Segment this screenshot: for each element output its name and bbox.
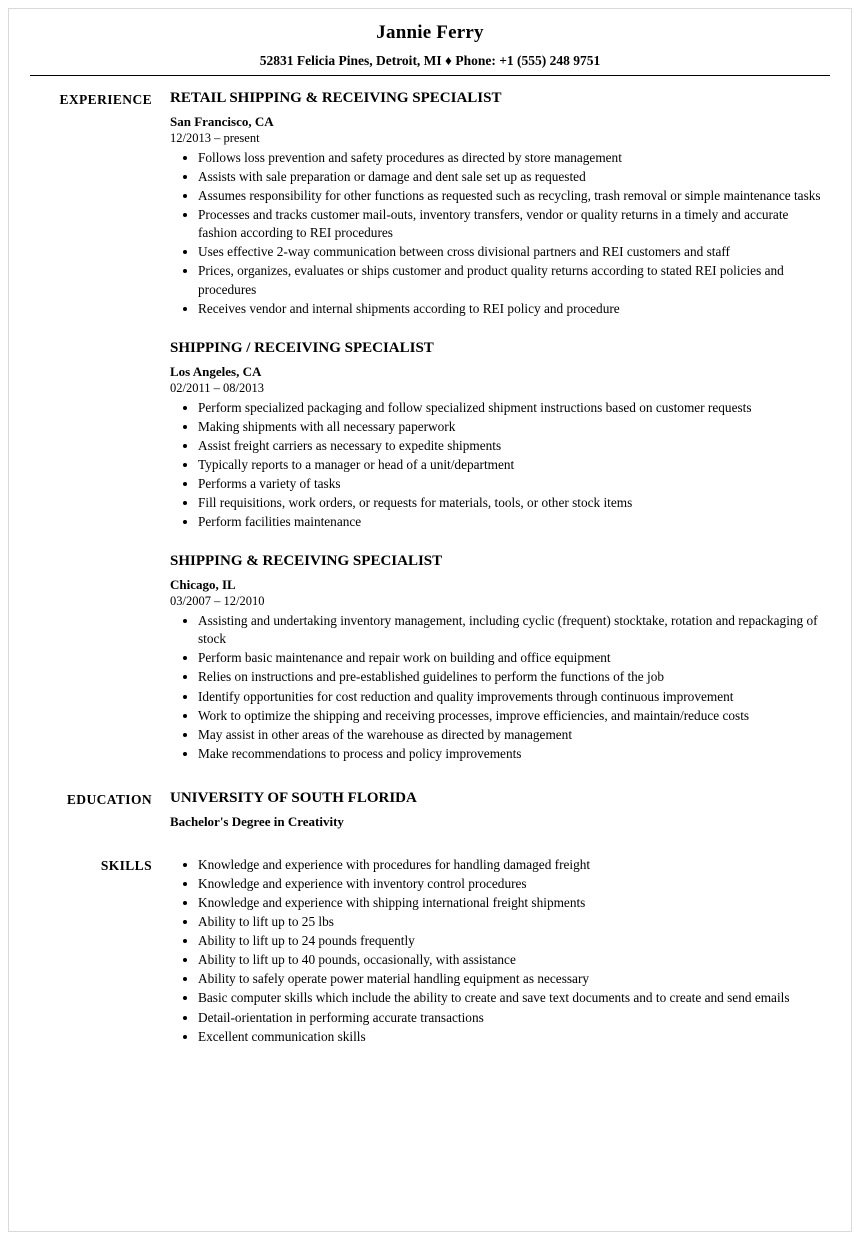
list-item: Assisting and undertaking inventory management, including cyclic (frequent) stocktake, rotation and repackaging of stock [170,612,830,648]
list-item: Receives vendor and internal shipments according to REI policy and procedure [170,300,830,318]
job-title: SHIPPING & RECEIVING SPECIALIST [170,553,443,570]
list-item: Assists with sale preparation or damage and dent sale set up as requested [170,168,830,186]
list-item: Detail-orientation in performing accurate transactions [170,1009,830,1027]
list-item: Follows loss prevention and safety procedures as directed by store management [170,149,830,167]
list-item: Ability to lift up to 25 lbs [170,913,830,931]
skills-bullets [170,856,830,1046]
job-dates: 12/2013 – present [170,131,260,145]
list-item: Perform basic maintenance and repair work on building and office equipment [170,649,830,667]
experience-body [170,90,830,764]
list-item: Assumes responsibility for other functions as requested such as recycling, trash removal or simple maintenance tasks [170,187,830,205]
candidate-contact: 52831 Felicia Pines, Detroit, MI ♦ Phone: +1 (555) 248 9751 [259,53,601,68]
job-bullets [170,149,830,318]
list-item: Knowledge and experience with procedures for handling damaged freight [170,856,830,874]
list-item: Work to optimize the shipping and receiving processes, improve efficiencies, and maintain/reduce costs [170,707,830,725]
list-item: Knowledge and experience with inventory control procedures [170,875,830,893]
list-item: Fill requisitions, work orders, or requests for materials, tools, or other stock items [170,494,830,512]
list-item: Processes and tracks customer mail-outs, inventory transfers, vendor or quality returns in a timely and accurate fashion according to REI procedures [170,206,830,242]
experience-entry [170,553,830,763]
list-item: Making shipments with all necessary paperwork [170,418,830,436]
section-education [30,790,830,830]
header-divider [30,75,830,76]
job-bullets [170,612,830,763]
section-label-education: EDUCATION [66,791,152,807]
education-body [170,790,830,830]
list-item: Typically reports to a manager or head of a unit/department [170,456,830,474]
job-dates: 02/2011 – 08/2013 [170,380,264,395]
section-label-skills: SKILLS [100,857,152,873]
experience-entry [170,90,830,318]
job-title: RETAIL SHIPPING & RECEIVING SPECIALIST [170,90,502,106]
resume-content [30,22,830,1047]
list-item: Excellent communication skills [170,1028,830,1046]
section-label-experience: EXPERIENCE [59,92,152,107]
list-item: Identify opportunities for cost reduction and quality improvements through continuous improvement [170,688,830,706]
candidate-name: Jannie Ferry [376,22,484,43]
list-item: Perform facilities maintenance [170,513,830,531]
list-item: Prices, organizes, evaluates or ships customer and product quality returns according to stated REI policies and procedures [170,262,830,298]
list-item: Perform specialized packaging and follow specialized shipment instructions based on customer requests [170,399,830,417]
list-item: Ability to safely operate power material handling equipment as necessary [170,970,830,988]
job-location: San Francisco, CA [170,114,274,129]
list-item: Relies on instructions and pre-established guidelines to perform the functions of the job [170,668,830,686]
list-item: Uses effective 2-way communication between cross divisional partners and REI customers and staff [170,243,830,261]
job-location: Chicago, IL [170,577,236,593]
job-title: SHIPPING / RECEIVING SPECIALIST [170,339,434,356]
list-item: Performs a variety of tasks [170,475,830,493]
education-degree: Bachelor's Degree in Creativity [170,813,344,829]
section-skills [30,856,830,1047]
section-experience [30,90,830,764]
list-item: May assist in other areas of the warehouse as directed by management [170,726,830,744]
skills-body [170,856,830,1047]
job-dates: 03/2007 – 12/2010 [170,594,265,609]
education-school: UNIVERSITY OF SOUTH FLORIDA [170,789,417,806]
job-bullets [170,399,830,532]
list-item: Make recommendations to process and policy improvements [170,745,830,763]
experience-entry [170,340,830,532]
job-location: Los Angeles, CA [170,363,262,379]
list-item: Ability to lift up to 24 pounds frequently [170,932,830,950]
list-item: Knowledge and experience with shipping international freight shipments [170,894,830,912]
list-item: Assist freight carriers as necessary to expedite shipments [170,437,830,455]
list-item: Basic computer skills which include the ability to create and save text documents and to create and send emails [170,989,830,1007]
list-item: Ability to lift up to 40 pounds, occasionally, with assistance [170,951,830,969]
